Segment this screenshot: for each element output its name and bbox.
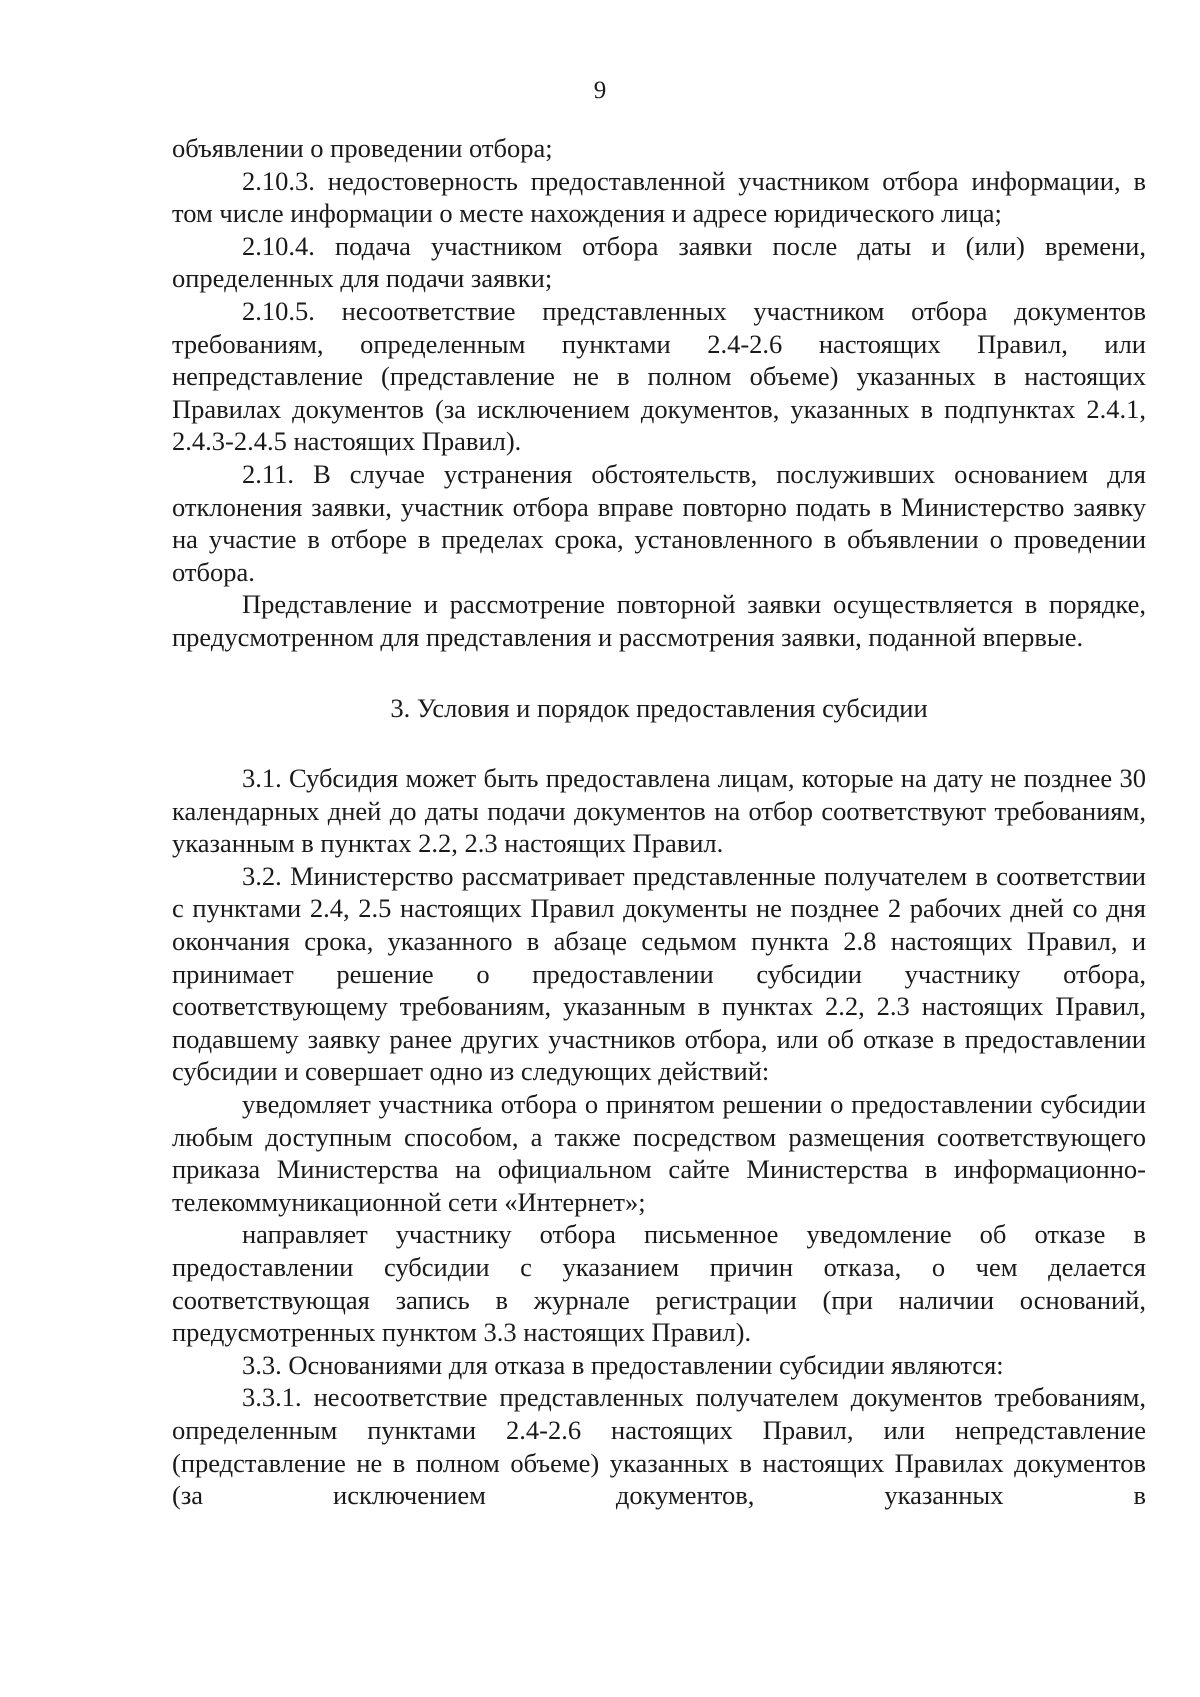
page-number: 9 [593, 77, 607, 104]
paragraph-refusal-notice: направляет участнику отбора письменное уведомление об отказе в предоставлении субсидии с указанием причин отказа, о чем делается соответствующая запись в журнале регистрации (при наличии оснований, предусмотренных пунктом 3.3 настоящих Правил). [172, 1219, 1146, 1348]
paragraph-2-11: 2.11. В случае устранения обстоятельств, послуживших основанием для отклонения заявки, участник отбора вправе повторно подать в Министерство заявку на участие в отборе в пределах срока, установленного в объявлении о проведении отбора. [172, 458, 1146, 587]
paragraph-3-3-1: 3.3.1. несоответствие представленных получателем документов требованиям, определенным пунктами 2.4-2.6 настоящих Правил, или непредставление (представление не в полном объеме) указанных в настоящих Правилах документов (за исключением документов, указанных в [172, 1382, 1146, 1511]
document-body [172, 132, 1146, 1512]
paragraph-continuation: объявлении о проведении отбора; [172, 133, 553, 163]
paragraph-2-10-5: 2.10.5. несоответствие представленных участником отбора документов требованиям, определенным пунктами 2.4-2.6 настоящих Правил, или непредставление (представление не в полном объеме) указанных в настоящих Правилах документов (за исключением документов, указанных в подпунктах 2.4.1, 2.4.3-2.4.5 настоящих Правил). [172, 295, 1146, 457]
paragraph-notify: уведомляет участника отбора о принятом решении о предоставлении субсидии любым доступным способом, а также посредством размещения соответствующего приказа Министерства на официальном сайте Министерства в информационно-телекоммуникационной сети «Интернет»; [172, 1089, 1146, 1217]
paragraph-3-2: 3.2. Министерство рассматривает представленные получателем в соответствии с пунктами 2.4, 2.5 настоящих Правил документы не позднее 2 рабочих дней со дня окончания срока, указанного в абзаце седьмом пункта 2.8 настоящих Правил, и принимает решение о предоставлении субсидии участнику отбора, соответствующему требованиям, указанным в пунктах 2.2, 2.3 настоящих Правил, подавшему заявку ранее других участников отбора, или об отказе в предоставлении субсидии и совершает одно из следующих действий: [172, 860, 1146, 1087]
section-heading: 3. Условия и порядок предоставления субсидии [390, 692, 928, 723]
paragraph-3-3: 3.3. Основаниями для отказа в предоставлении субсидии являются: [242, 1349, 1004, 1380]
paragraph-3-1: 3.1. Субсидия может быть предоставлена лицам, которые на дату не позднее 30 календарных дней до даты подачи документов на отбор соответствуют требованиям, указанным в пунктах 2.2, 2.3 настоящих Правил. [172, 763, 1146, 859]
paragraph-2-10-4: 2.10.4. подача участником отбора заявки после даты и (или) времени, определенных для подачи заявки; [172, 230, 1146, 294]
paragraph-resubmission: Представление и рассмотрение повторной заявки осуществляется в порядке, предусмотренном для представления и рассмотрения заявки, поданной впервые. [172, 589, 1146, 652]
paragraph-2-10-3: 2.10.3. недостоверность предоставленной участником отбора информации, в том числе информации о месте нахождения и адресе юридического лица; [172, 165, 1146, 229]
